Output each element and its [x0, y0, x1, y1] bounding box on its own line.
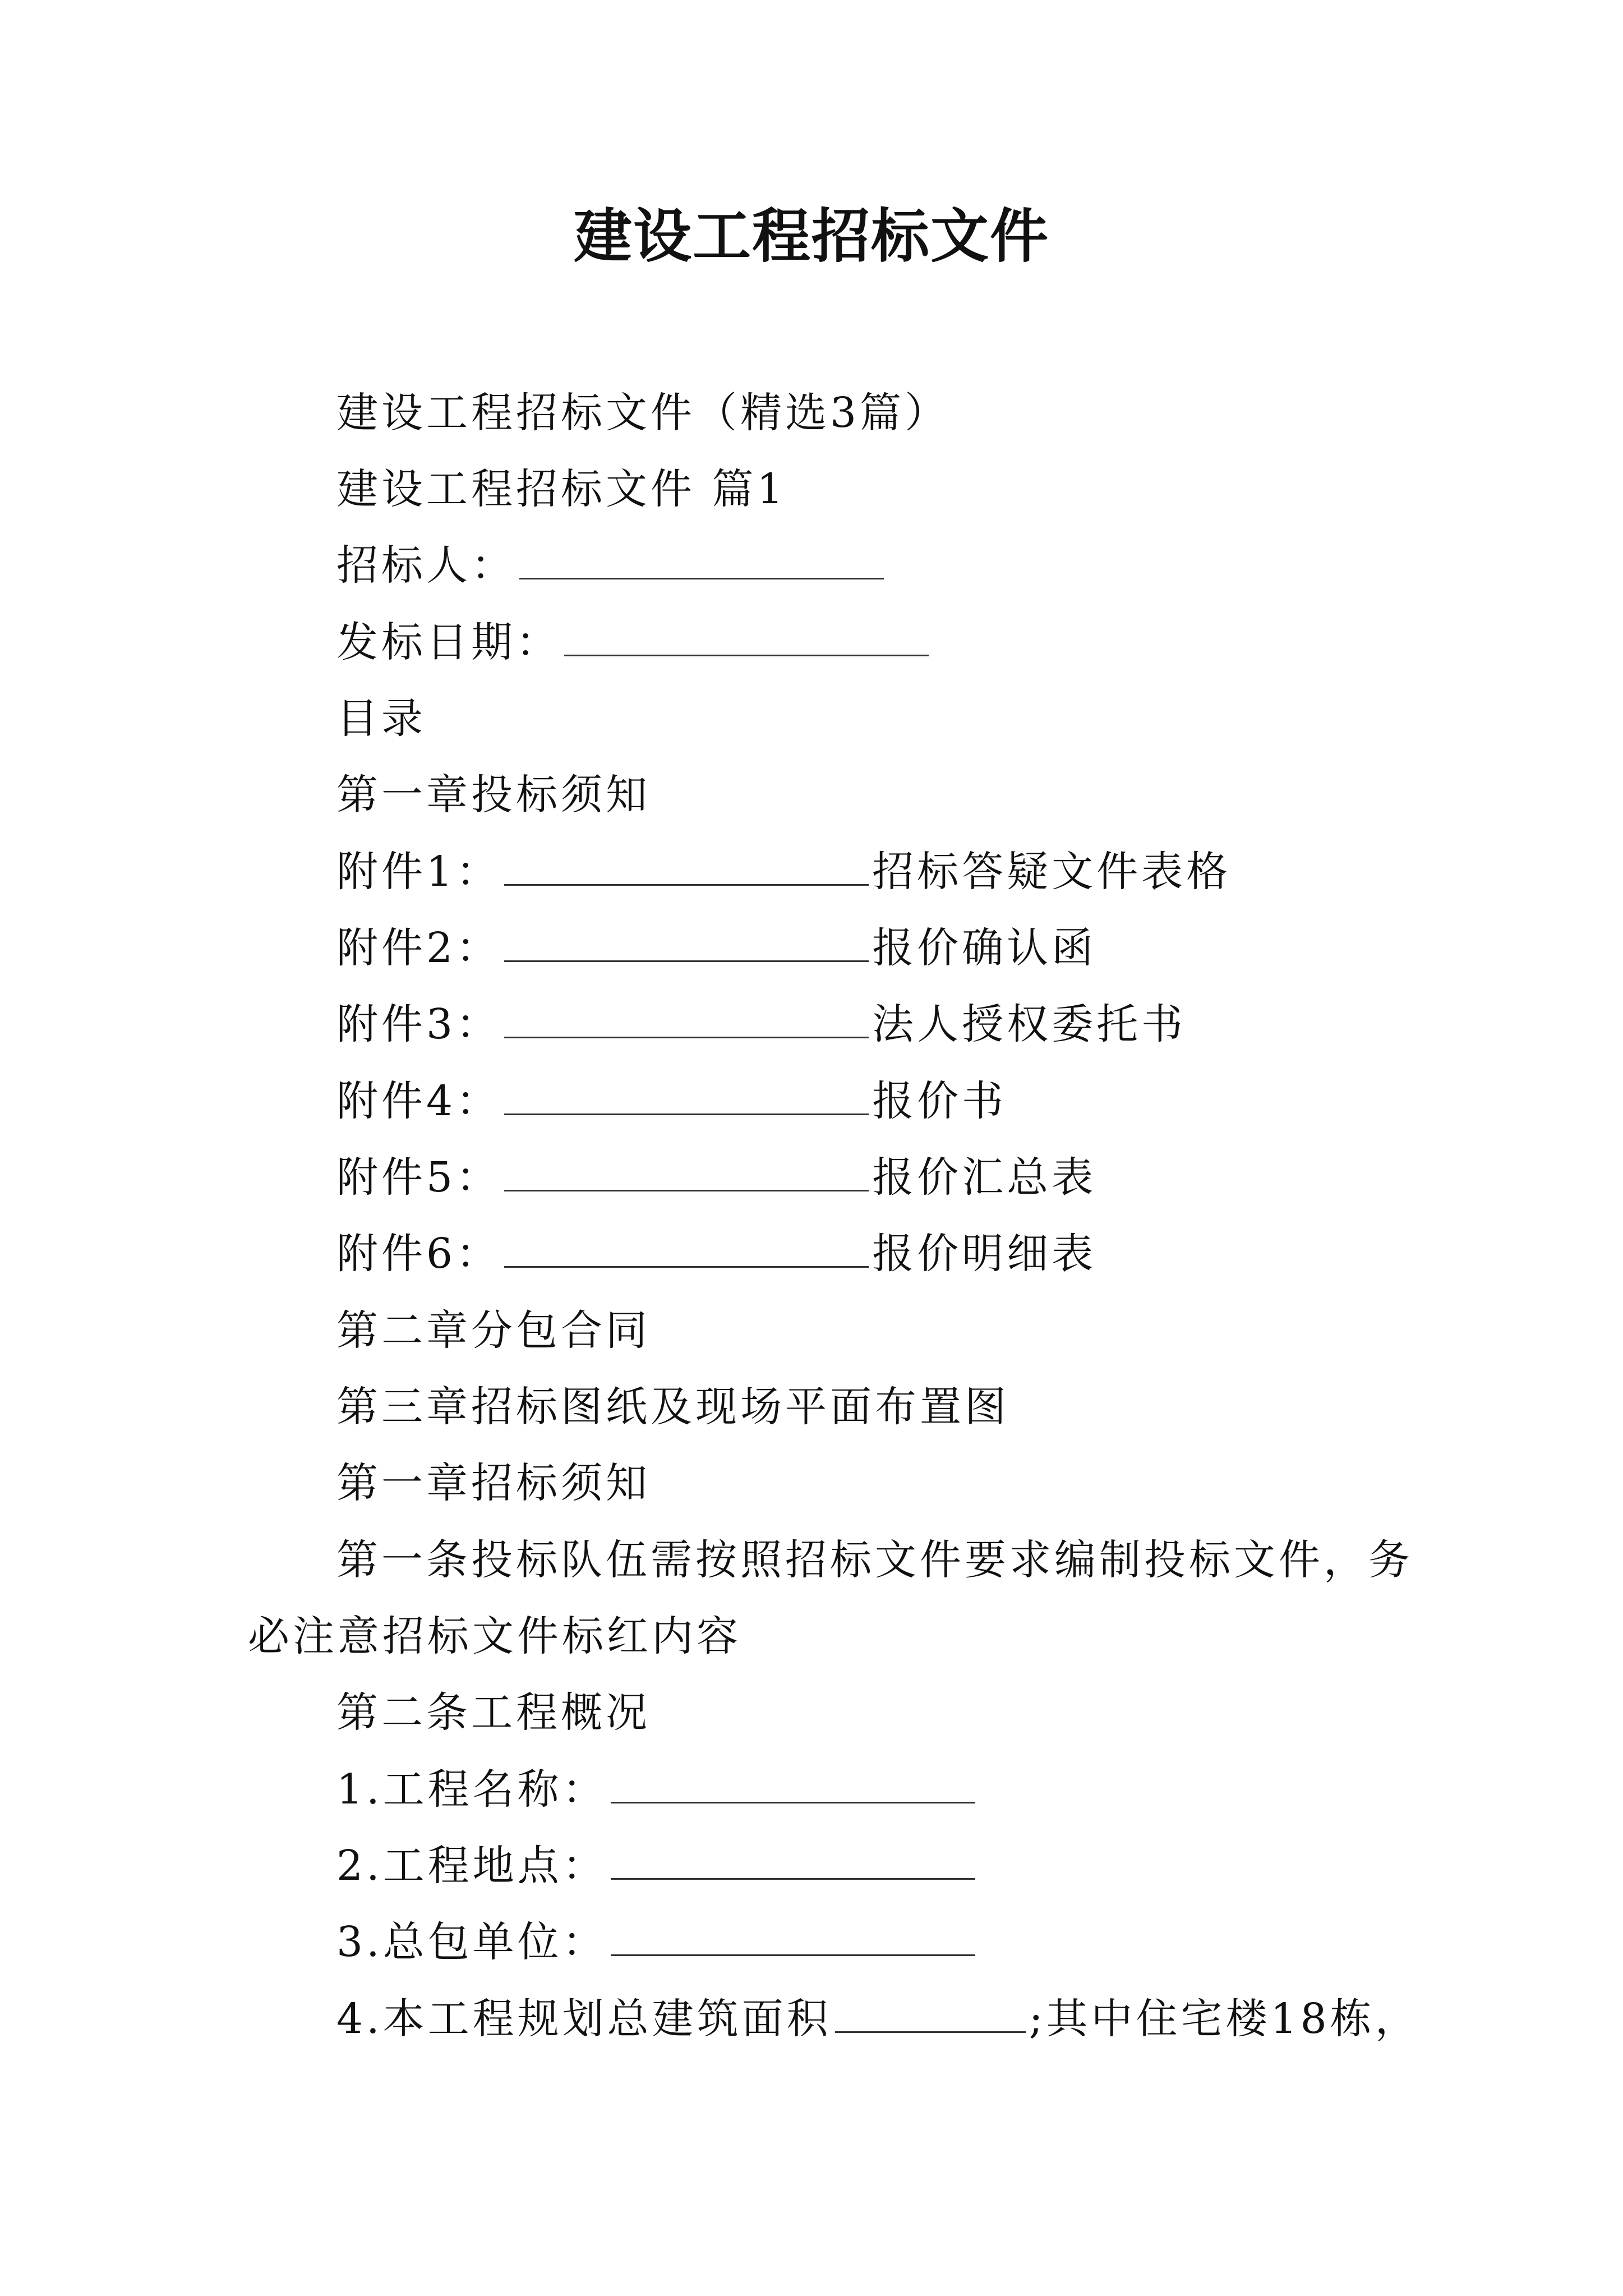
attachment-5-label: 附件5： [336, 1153, 501, 1202]
attachment-6-blank [504, 1229, 869, 1268]
article-2-heading: 第二条工程概况 [336, 1688, 651, 1737]
toc-attachment-3 [336, 993, 1186, 1055]
toc-attachment-6 [336, 1223, 1096, 1285]
attachment-5-blank [504, 1153, 869, 1191]
general-contractor-label: 3.总包单位： [336, 1918, 607, 1966]
attachment-2-label: 附件2： [336, 924, 501, 972]
project-name-label: 1.工程名称： [336, 1765, 607, 1814]
general-contractor-line [336, 1911, 979, 1973]
article-1-line-1: 第一条投标队伍需按照招标文件要求编制投标文件，务 [336, 1536, 1413, 1584]
article-1-line-2: 必注意招标文件标红内容 [248, 1612, 741, 1660]
toc-attachment-1 [336, 841, 1231, 903]
toc-chapter-1: 第一章投标须知 [336, 771, 651, 819]
document-title: 建设工程招标文件 [573, 201, 1049, 270]
toc-chapter-2: 第二章分包合同 [336, 1306, 651, 1355]
project-location-line [336, 1835, 979, 1897]
attachment-3-name: 法人授权委托书 [872, 1000, 1187, 1048]
tenderer-blank [519, 541, 884, 579]
floor-area-prefix: 4.本工程规划总建筑面积 [336, 1995, 832, 2043]
attachment-5-name: 报价汇总表 [872, 1153, 1097, 1202]
project-name-line [336, 1759, 979, 1820]
toc-attachment-2 [336, 917, 1096, 979]
general-contractor-blank [611, 1917, 975, 1956]
toc-attachment-4 [336, 1070, 1007, 1132]
attachment-3-label: 附件3： [336, 1000, 501, 1048]
project-location-label: 2.工程地点： [336, 1842, 607, 1890]
floor-area-blank [835, 1994, 1026, 2033]
attachment-1-blank [504, 847, 869, 886]
issue-date-line [336, 611, 932, 673]
issue-date-blank [564, 618, 929, 656]
floor-area-suffix: ;其中住宅楼18栋， [1029, 1995, 1420, 2043]
attachment-6-label: 附件6： [336, 1230, 501, 1278]
project-name-blank [611, 1765, 975, 1803]
attachment-4-label: 附件4： [336, 1077, 501, 1125]
toc-heading: 目录 [336, 694, 426, 743]
toc-attachment-5 [336, 1147, 1096, 1208]
part-1-heading: 建设工程招标文件 篇1 [336, 465, 787, 513]
subtitle-line: 建设工程招标文件（精选3篇） [336, 389, 950, 437]
attachment-2-name: 报价确认函 [872, 924, 1097, 972]
attachment-1-label: 附件1： [336, 848, 501, 896]
floor-area-line [336, 1988, 1420, 2050]
toc-chapter-3: 第三章招标图纸及现场平面布置图 [336, 1383, 1009, 1431]
tenderer-line [336, 535, 887, 596]
project-location-blank [611, 1841, 975, 1880]
attachment-4-blank [504, 1076, 869, 1115]
chapter-1-heading: 第一章招标须知 [336, 1459, 651, 1507]
tenderer-label: 招标人： [336, 541, 516, 590]
attachment-6-name: 报价明细表 [872, 1230, 1097, 1278]
attachment-4-name: 报价书 [872, 1077, 1007, 1125]
attachment-2-blank [504, 923, 869, 962]
issue-date-label: 发标日期： [336, 618, 561, 666]
attachment-1-name: 招标答疑文件表格 [872, 848, 1232, 896]
attachment-3-blank [504, 1000, 869, 1038]
